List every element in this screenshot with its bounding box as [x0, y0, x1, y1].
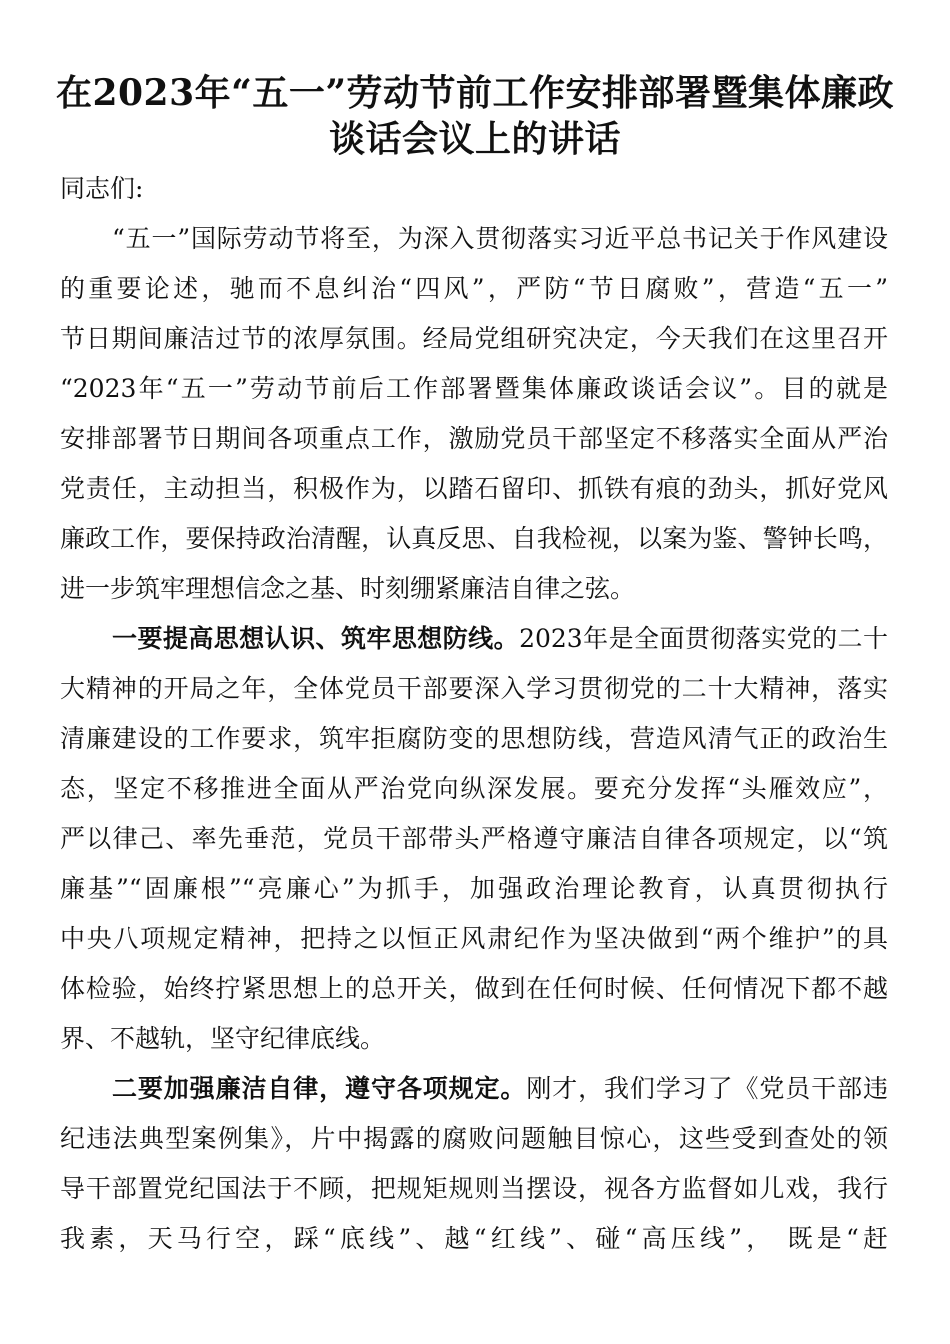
- paragraph-2-lead: 一要提高思想认识、筑牢思想防线。: [112, 624, 520, 653]
- paragraph-1-line: 进一步筑牢理想信念之基、时刻绷紧廉洁自律之弦。: [60, 574, 636, 603]
- paragraph-3-first-rest: 刚才，我们学习了《党员干部违: [526, 1074, 888, 1103]
- document-title-line-1: 在2023年“五一”劳动节前工作安排部署暨集体廉政: [55, 72, 895, 114]
- paragraph-2-line: 严以律己、率先垂范，党员干部带头严格遵守廉洁自律各项规定，以“筑: [60, 824, 888, 853]
- paragraph-1-line: “五一”国际劳动节将至，为深入贯彻落实习近平总书记关于作风建设: [112, 224, 888, 253]
- paragraph-1-line: 的重要论述，驰而不息纠治“四风”，严防“节日腐败”，营造“五一”: [60, 274, 888, 303]
- paragraph-2-line: 清廉建设的工作要求，筑牢拒腐防变的思想防线，营造风清气正的政治生: [60, 724, 888, 753]
- salutation: 同志们:: [60, 174, 144, 203]
- paragraph-3-line: 纪违法典型案例集》，片中揭露的腐败问题触目惊心，这些受到查处的领: [60, 1124, 888, 1153]
- paragraph-2-first-line: [112, 622, 888, 656]
- paragraph-2-line: 体检验，始终拧紧思想上的总开关，做到在任何时候、任何情况下都不越: [60, 974, 888, 1003]
- paragraph-2-line: 态，坚定不移推进全面从严治党向纵深发展。要充分发挥“头雁效应”，: [60, 774, 888, 803]
- paragraph-3-line: 我素，天马行空，踩“底线”、越“红线”、碰“高压线”， 既是“赶: [60, 1224, 888, 1253]
- paragraph-2-line: 中央八项规定精神，把持之以恒正风肃纪作为坚决做到“两个维护”的具: [60, 924, 888, 953]
- paragraph-3-line: 导干部置党纪国法于不顾，把规矩规则当摆设，视各方监督如儿戏，我行: [60, 1174, 888, 1203]
- paragraph-2-line: 廉基”“固廉根”“亮廉心”为抓手，加强政治理论教育，认真贯彻执行: [60, 874, 888, 903]
- paragraph-1-line: 安排部署节日期间各项重点工作，激励党员干部坚定不移落实全面从严治: [60, 424, 888, 453]
- paragraph-2-line: 大精神的开局之年，全体党员干部要深入学习贯彻党的二十大精神，落实: [60, 674, 888, 703]
- paragraph-3-first-line: [112, 1072, 888, 1106]
- paragraph-1-line: 党责任，主动担当，积极作为，以踏石留印、抓铁有痕的劲头，抓好党风: [60, 474, 888, 503]
- document-title-line-2: 谈话会议上的讲话: [328, 118, 621, 160]
- paragraph-1-line: “2023年“五一”劳动节前后工作部署暨集体廉政谈话会议”。目的就是: [60, 374, 888, 403]
- paragraph-2-line: 界、不越轨，坚守纪律底线。: [60, 1024, 386, 1053]
- paragraph-2-first-rest: 2023年是全面贯彻落实党的二十: [519, 624, 888, 653]
- paragraph-1-line: 廉政工作，要保持政治清醒，认真反思、自我检视，以案为鉴、警钟长鸣，: [60, 524, 888, 553]
- paragraph-3-lead: 二要加强廉洁自律，遵守各项规定。: [112, 1074, 527, 1103]
- paragraph-1-line: 节日期间廉洁过节的浓厚氛围。经局党组研究决定，今天我们在这里召开: [60, 324, 888, 353]
